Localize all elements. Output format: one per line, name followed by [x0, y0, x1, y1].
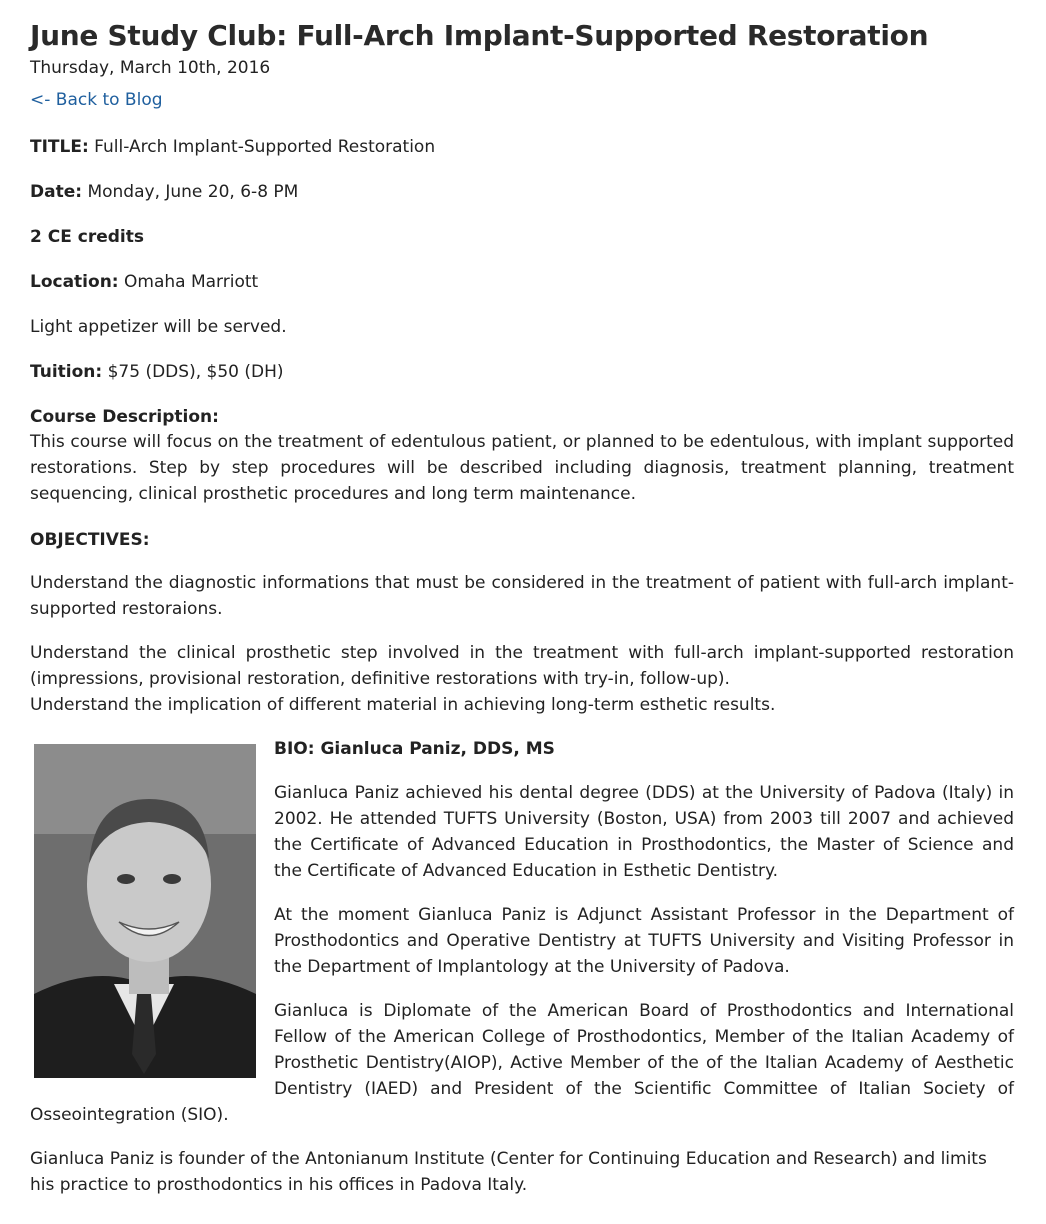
objectives-heading: OBJECTIVES: — [30, 530, 150, 550]
bio-paragraph-1: Gianluca Paniz achieved his dental degree (DDS) at the University of Padova (Italy) in 2002. He attended TUFTS University (Boston, USA) from 2003 till 2007 and achieved the Certificate of Advanced Education in Prosthodontics, the Master of Science and the Certificate of Advanced Education in Esthetic Dentistry. — [274, 783, 1014, 881]
course-description-text: This course will focus on the treatment of edentulous patient, or planned to be edentulous, with implant supported restorations. Step by step procedures will be described including diagnosis, treatment planning, treatment sequencing, clinical prosthetic procedures and long term maintenance. — [30, 432, 1014, 504]
bio-heading: BIO: Gianluca Paniz, DDS, MS — [274, 739, 555, 759]
event-date-line — [30, 180, 1014, 204]
course-title-line — [30, 135, 1014, 159]
bio-paragraph-2: At the moment Gianluca Paniz is Adjunct Assistant Professor in the Department of Prosthodontics and Operative Dentistry at TUFTS University and Visiting Professor in the Department of Implantology at the University of Padova. — [274, 905, 1014, 977]
bio-paragraph-4: Gianluca Paniz is founder of the Antonianum Institute (Center for Continuing Education and Research) and limits his practice to prosthodontics in his offices in Padova Italy. — [30, 1149, 987, 1195]
objective-item-1: Understand the diagnostic informations that must be considered in the treatment of patient with full-arch implant-supported restoraions. — [30, 573, 1014, 619]
food-note: Light appetizer will be served. — [30, 317, 287, 337]
course-description-heading: Course Description: — [30, 407, 219, 427]
title-label: TITLE: — [30, 137, 89, 157]
bio-section — [30, 736, 1014, 1198]
credits-text: 2 CE credits — [30, 227, 144, 247]
credits-line — [30, 225, 1014, 249]
objective-item-2: Understand the clinical prosthetic step involved in the treatment with full-arch implant-supported restoration (impressions, provisional restoration, definitive restorations with try-in, follow-up). — [30, 643, 1014, 689]
back-to-blog-link[interactable]: <- Back to Blog — [30, 90, 163, 110]
date-label: Date: — [30, 182, 83, 202]
bio-paragraph-3: Gianluca is Diplomate of the American Board of Prosthodontics and International Fellow of the American College of Prosthodontics, Member of the Italian Academy of Prosthetic Dentistry(AIOP), Active Member of the of the Italian Academy of Aesthetic Dentistry (IAED) and President of the Scientific Committee of Italian Society of Osseointegration (SIO). — [30, 1001, 1014, 1125]
location-label: Location: — [30, 272, 119, 292]
tuition-line — [30, 360, 1014, 384]
post-date: Thursday, March 10th, 2016 — [30, 58, 271, 78]
tuition-label: Tuition: — [30, 362, 103, 382]
post-title: June Study Club: Full-Arch Implant-Supported Restoration — [30, 19, 929, 52]
speaker-photo — [34, 744, 256, 1078]
objective-item-2-3 — [30, 640, 1014, 718]
tuition-value: $75 (DDS), $50 (DH) — [107, 362, 284, 382]
objective-item-3: Understand the implication of different material in achieving long-term esthetic results. — [30, 695, 776, 715]
location-line — [30, 270, 1014, 294]
title-value: Full-Arch Implant-Supported Restoration — [94, 137, 436, 157]
date-value: Monday, June 20, 6-8 PM — [87, 182, 299, 202]
location-value: Omaha Marriott — [124, 272, 259, 292]
